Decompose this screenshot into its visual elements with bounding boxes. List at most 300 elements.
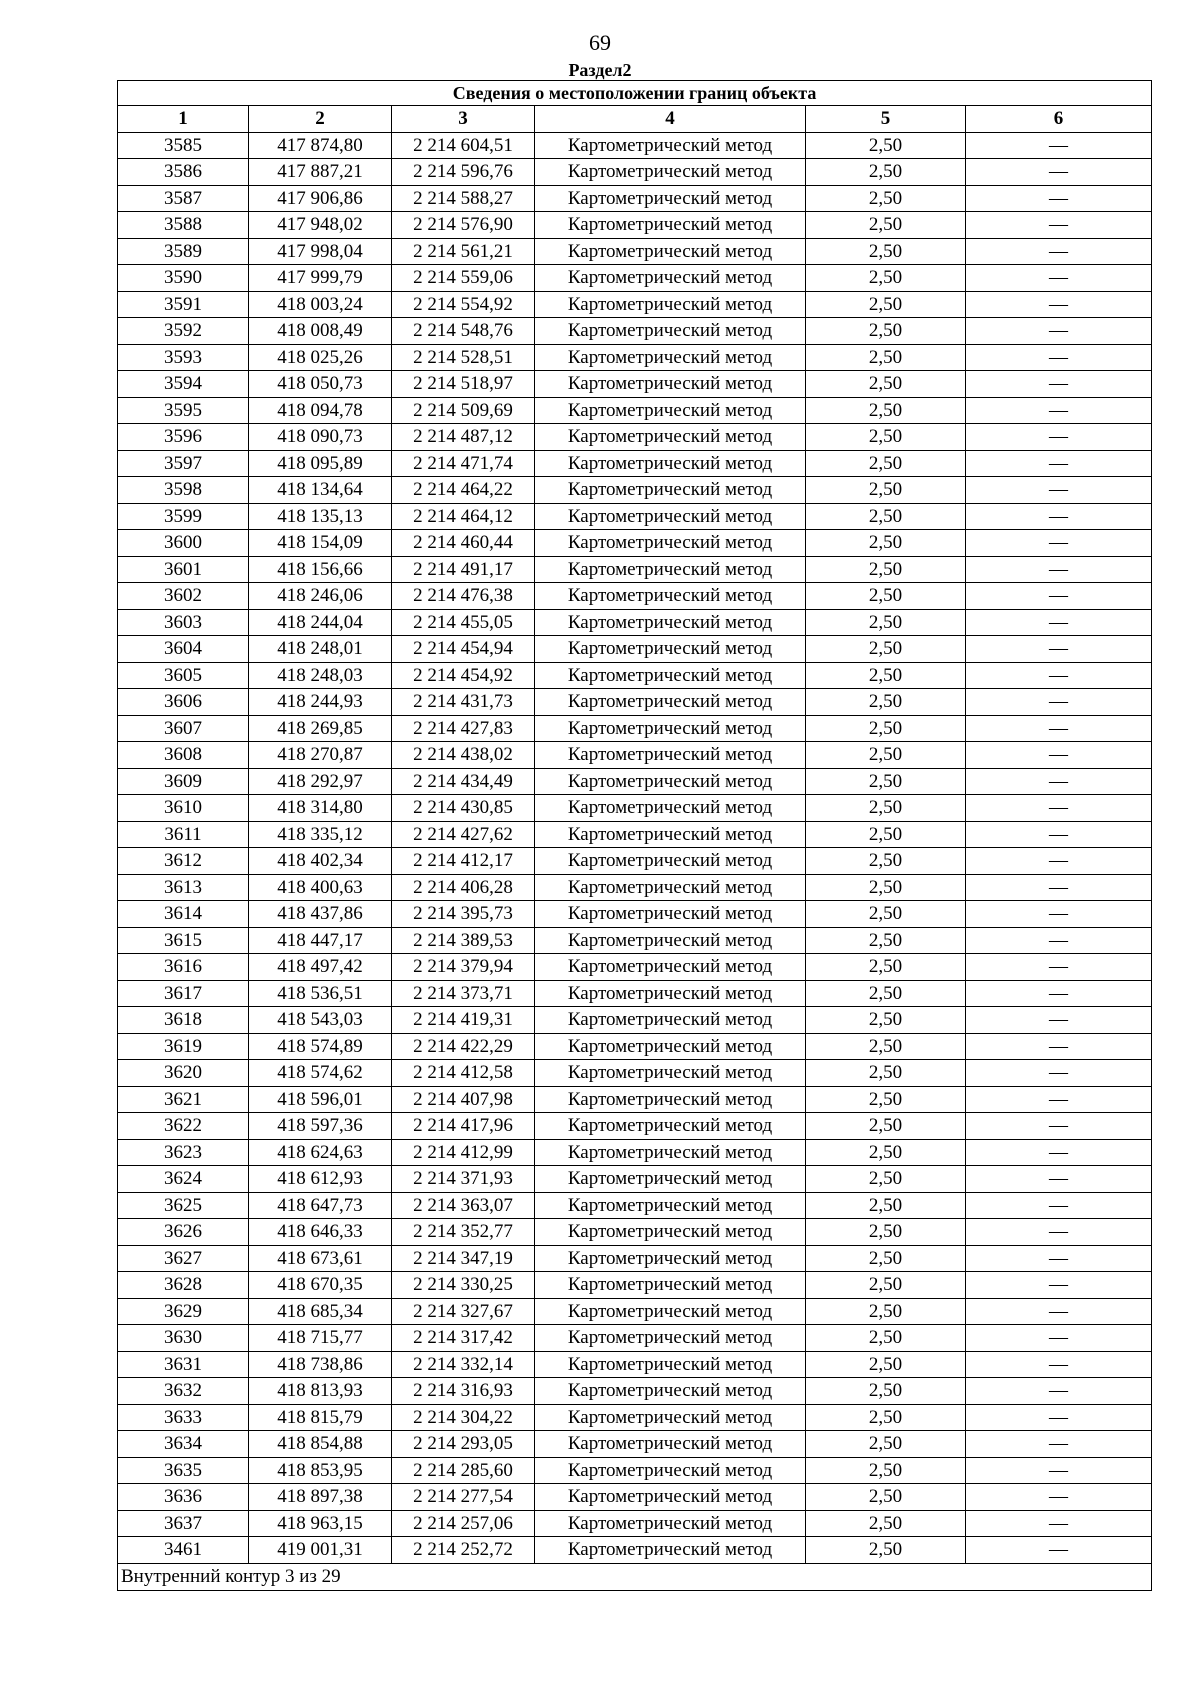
table-caption-row	[118, 81, 1152, 106]
description-cell: —	[966, 1113, 1152, 1140]
x-coordinate-cell: 418 248,03	[249, 662, 392, 689]
description-cell: —	[966, 1510, 1152, 1537]
y-coordinate-cell: 2 214 576,90	[392, 212, 535, 239]
method-cell: Картометрический метод	[535, 715, 806, 742]
method-cell: Картометрический метод	[535, 424, 806, 451]
y-coordinate-cell: 2 214 604,51	[392, 132, 535, 159]
table-row	[118, 848, 1152, 875]
y-coordinate-cell: 2 214 412,17	[392, 848, 535, 875]
x-coordinate-cell: 418 248,01	[249, 636, 392, 663]
x-coordinate-cell: 418 612,93	[249, 1166, 392, 1193]
x-coordinate-cell: 418 008,49	[249, 318, 392, 345]
y-coordinate-cell: 2 214 412,99	[392, 1139, 535, 1166]
table-row	[118, 265, 1152, 292]
description-cell: —	[966, 424, 1152, 451]
description-cell: —	[966, 1298, 1152, 1325]
description-cell: —	[966, 1166, 1152, 1193]
accuracy-cell: 2,50	[806, 1086, 966, 1113]
method-cell: Картометрический метод	[535, 662, 806, 689]
accuracy-cell: 2,50	[806, 821, 966, 848]
accuracy-cell: 2,50	[806, 980, 966, 1007]
description-cell: —	[966, 1537, 1152, 1564]
x-coordinate-cell: 418 897,38	[249, 1484, 392, 1511]
method-cell: Картометрический метод	[535, 1272, 806, 1299]
y-coordinate-cell: 2 214 379,94	[392, 954, 535, 981]
method-cell: Картометрический метод	[535, 768, 806, 795]
description-cell: —	[966, 397, 1152, 424]
accuracy-cell: 2,50	[806, 397, 966, 424]
method-cell: Картометрический метод	[535, 1007, 806, 1034]
y-coordinate-cell: 2 214 427,62	[392, 821, 535, 848]
table-row	[118, 980, 1152, 1007]
point-number-cell: 3608	[118, 742, 249, 769]
point-number-cell: 3630	[118, 1325, 249, 1352]
table-body	[118, 132, 1152, 1563]
point-number-cell: 3602	[118, 583, 249, 610]
point-number-cell: 3615	[118, 927, 249, 954]
method-cell: Картометрический метод	[535, 371, 806, 398]
description-cell: —	[966, 1245, 1152, 1272]
table-row	[118, 901, 1152, 928]
description-cell: —	[966, 1457, 1152, 1484]
accuracy-cell: 2,50	[806, 1325, 966, 1352]
x-coordinate-cell: 418 292,97	[249, 768, 392, 795]
method-cell: Картометрический метод	[535, 1537, 806, 1564]
point-number-cell: 3590	[118, 265, 249, 292]
method-cell: Картометрический метод	[535, 1245, 806, 1272]
method-cell: Картометрический метод	[535, 1484, 806, 1511]
table-row	[118, 1113, 1152, 1140]
x-coordinate-cell: 418 314,80	[249, 795, 392, 822]
point-number-cell: 3626	[118, 1219, 249, 1246]
x-coordinate-cell: 418 269,85	[249, 715, 392, 742]
accuracy-cell: 2,50	[806, 768, 966, 795]
method-cell: Картометрический метод	[535, 291, 806, 318]
table-row	[118, 768, 1152, 795]
accuracy-cell: 2,50	[806, 1007, 966, 1034]
y-coordinate-cell: 2 214 588,27	[392, 185, 535, 212]
description-cell: —	[966, 371, 1152, 398]
table-row	[118, 318, 1152, 345]
table-row	[118, 1537, 1152, 1564]
column-header-1: 1	[118, 106, 249, 133]
y-coordinate-cell: 2 214 561,21	[392, 238, 535, 265]
accuracy-cell: 2,50	[806, 795, 966, 822]
method-cell: Картометрический метод	[535, 609, 806, 636]
x-coordinate-cell: 418 135,13	[249, 503, 392, 530]
table-header-row	[118, 106, 1152, 133]
table-row	[118, 424, 1152, 451]
description-cell: —	[966, 1007, 1152, 1034]
description-cell: —	[966, 662, 1152, 689]
table-row	[118, 212, 1152, 239]
accuracy-cell: 2,50	[806, 1537, 966, 1564]
point-number-cell: 3594	[118, 371, 249, 398]
method-cell: Картометрический метод	[535, 1166, 806, 1193]
y-coordinate-cell: 2 214 332,14	[392, 1351, 535, 1378]
x-coordinate-cell: 418 596,01	[249, 1086, 392, 1113]
contour-footer: Внутренний контур 3 из 29	[118, 1563, 1152, 1590]
description-cell: —	[966, 530, 1152, 557]
column-header-2: 2	[249, 106, 392, 133]
table-row	[118, 556, 1152, 583]
point-number-cell: 3611	[118, 821, 249, 848]
accuracy-cell: 2,50	[806, 1139, 966, 1166]
point-number-cell: 3596	[118, 424, 249, 451]
x-coordinate-cell: 418 090,73	[249, 424, 392, 451]
x-coordinate-cell: 418 437,86	[249, 901, 392, 928]
y-coordinate-cell: 2 214 395,73	[392, 901, 535, 928]
y-coordinate-cell: 2 214 252,72	[392, 1537, 535, 1564]
x-coordinate-cell: 418 715,77	[249, 1325, 392, 1352]
accuracy-cell: 2,50	[806, 1510, 966, 1537]
x-coordinate-cell: 418 963,15	[249, 1510, 392, 1537]
method-cell: Картометрический метод	[535, 874, 806, 901]
table-row	[118, 1404, 1152, 1431]
description-cell: —	[966, 1404, 1152, 1431]
point-number-cell: 3631	[118, 1351, 249, 1378]
point-number-cell: 3636	[118, 1484, 249, 1511]
point-number-cell: 3618	[118, 1007, 249, 1034]
table-row	[118, 1325, 1152, 1352]
y-coordinate-cell: 2 214 373,71	[392, 980, 535, 1007]
point-number-cell: 3629	[118, 1298, 249, 1325]
x-coordinate-cell: 418 670,35	[249, 1272, 392, 1299]
description-cell: —	[966, 742, 1152, 769]
table-row	[118, 689, 1152, 716]
table-row	[118, 397, 1152, 424]
accuracy-cell: 2,50	[806, 132, 966, 159]
accuracy-cell: 2,50	[806, 1431, 966, 1458]
point-number-cell: 3609	[118, 768, 249, 795]
point-number-cell: 3588	[118, 212, 249, 239]
method-cell: Картометрический метод	[535, 1510, 806, 1537]
point-number-cell: 3633	[118, 1404, 249, 1431]
accuracy-cell: 2,50	[806, 662, 966, 689]
point-number-cell: 3619	[118, 1033, 249, 1060]
table-row	[118, 1086, 1152, 1113]
description-cell: —	[966, 185, 1152, 212]
y-coordinate-cell: 2 214 471,74	[392, 450, 535, 477]
y-coordinate-cell: 2 214 317,42	[392, 1325, 535, 1352]
method-cell: Картометрический метод	[535, 1192, 806, 1219]
table-row	[118, 344, 1152, 371]
table-row	[118, 742, 1152, 769]
point-number-cell: 3620	[118, 1060, 249, 1087]
description-cell: —	[966, 927, 1152, 954]
method-cell: Картометрический метод	[535, 1113, 806, 1140]
description-cell: —	[966, 159, 1152, 186]
method-cell: Картометрический метод	[535, 450, 806, 477]
point-number-cell: 3603	[118, 609, 249, 636]
point-number-cell: 3606	[118, 689, 249, 716]
x-coordinate-cell: 417 998,04	[249, 238, 392, 265]
description-cell: —	[966, 477, 1152, 504]
column-header-4: 4	[535, 106, 806, 133]
table-caption: Сведения о местоположении границ объекта	[118, 81, 1152, 106]
point-number-cell: 3612	[118, 848, 249, 875]
method-cell: Картометрический метод	[535, 689, 806, 716]
description-cell: —	[966, 636, 1152, 663]
table-row	[118, 503, 1152, 530]
table-row	[118, 927, 1152, 954]
accuracy-cell: 2,50	[806, 848, 966, 875]
method-cell: Картометрический метод	[535, 530, 806, 557]
table-row	[118, 450, 1152, 477]
y-coordinate-cell: 2 214 330,25	[392, 1272, 535, 1299]
method-cell: Картометрический метод	[535, 318, 806, 345]
method-cell: Картометрический метод	[535, 1086, 806, 1113]
table-row	[118, 1457, 1152, 1484]
method-cell: Картометрический метод	[535, 212, 806, 239]
x-coordinate-cell: 418 854,88	[249, 1431, 392, 1458]
column-header-6: 6	[966, 106, 1152, 133]
table-row	[118, 185, 1152, 212]
accuracy-cell: 2,50	[806, 927, 966, 954]
y-coordinate-cell: 2 214 454,94	[392, 636, 535, 663]
x-coordinate-cell: 418 094,78	[249, 397, 392, 424]
method-cell: Картометрический метод	[535, 980, 806, 1007]
y-coordinate-cell: 2 214 464,22	[392, 477, 535, 504]
table-row	[118, 1378, 1152, 1405]
table-row	[118, 795, 1152, 822]
table-row	[118, 477, 1152, 504]
method-cell: Картометрический метод	[535, 795, 806, 822]
accuracy-cell: 2,50	[806, 159, 966, 186]
method-cell: Картометрический метод	[535, 742, 806, 769]
x-coordinate-cell: 418 134,64	[249, 477, 392, 504]
point-number-cell: 3613	[118, 874, 249, 901]
method-cell: Картометрический метод	[535, 821, 806, 848]
description-cell: —	[966, 1139, 1152, 1166]
method-cell: Картометрический метод	[535, 344, 806, 371]
method-cell: Картометрический метод	[535, 927, 806, 954]
y-coordinate-cell: 2 214 487,12	[392, 424, 535, 451]
accuracy-cell: 2,50	[806, 1484, 966, 1511]
y-coordinate-cell: 2 214 528,51	[392, 344, 535, 371]
description-cell: —	[966, 901, 1152, 928]
accuracy-cell: 2,50	[806, 477, 966, 504]
point-number-cell: 3599	[118, 503, 249, 530]
description-cell: —	[966, 1060, 1152, 1087]
y-coordinate-cell: 2 214 476,38	[392, 583, 535, 610]
point-number-cell: 3627	[118, 1245, 249, 1272]
x-coordinate-cell: 418 497,42	[249, 954, 392, 981]
y-coordinate-cell: 2 214 430,85	[392, 795, 535, 822]
method-cell: Картометрический метод	[535, 1139, 806, 1166]
accuracy-cell: 2,50	[806, 371, 966, 398]
table-row	[118, 238, 1152, 265]
x-coordinate-cell: 418 003,24	[249, 291, 392, 318]
description-cell: —	[966, 344, 1152, 371]
point-number-cell: 3592	[118, 318, 249, 345]
point-number-cell: 3586	[118, 159, 249, 186]
point-number-cell: 3607	[118, 715, 249, 742]
description-cell: —	[966, 212, 1152, 239]
column-header-3: 3	[392, 106, 535, 133]
point-number-cell: 3604	[118, 636, 249, 663]
accuracy-cell: 2,50	[806, 1351, 966, 1378]
point-number-cell: 3637	[118, 1510, 249, 1537]
table-row	[118, 821, 1152, 848]
accuracy-cell: 2,50	[806, 901, 966, 928]
accuracy-cell: 2,50	[806, 1272, 966, 1299]
x-coordinate-cell: 417 948,02	[249, 212, 392, 239]
x-coordinate-cell: 418 447,17	[249, 927, 392, 954]
y-coordinate-cell: 2 214 455,05	[392, 609, 535, 636]
description-cell: —	[966, 238, 1152, 265]
y-coordinate-cell: 2 214 363,07	[392, 1192, 535, 1219]
point-number-cell: 3591	[118, 291, 249, 318]
description-cell: —	[966, 291, 1152, 318]
x-coordinate-cell: 418 335,12	[249, 821, 392, 848]
x-coordinate-cell: 418 050,73	[249, 371, 392, 398]
description-cell: —	[966, 954, 1152, 981]
table-row	[118, 1510, 1152, 1537]
y-coordinate-cell: 2 214 464,12	[392, 503, 535, 530]
description-cell: —	[966, 1272, 1152, 1299]
method-cell: Картометрический метод	[535, 238, 806, 265]
y-coordinate-cell: 2 214 438,02	[392, 742, 535, 769]
method-cell: Картометрический метод	[535, 1351, 806, 1378]
x-coordinate-cell: 417 887,21	[249, 159, 392, 186]
point-number-cell: 3622	[118, 1113, 249, 1140]
description-cell: —	[966, 1431, 1152, 1458]
y-coordinate-cell: 2 214 548,76	[392, 318, 535, 345]
method-cell: Картометрический метод	[535, 1298, 806, 1325]
method-cell: Картометрический метод	[535, 1378, 806, 1405]
method-cell: Картометрический метод	[535, 848, 806, 875]
table-row	[118, 1298, 1152, 1325]
y-coordinate-cell: 2 214 327,67	[392, 1298, 535, 1325]
description-cell: —	[966, 1219, 1152, 1246]
table-row	[118, 1033, 1152, 1060]
accuracy-cell: 2,50	[806, 318, 966, 345]
accuracy-cell: 2,50	[806, 583, 966, 610]
method-cell: Картометрический метод	[535, 1033, 806, 1060]
description-cell: —	[966, 848, 1152, 875]
method-cell: Картометрический метод	[535, 1325, 806, 1352]
x-coordinate-cell: 418 154,09	[249, 530, 392, 557]
x-coordinate-cell: 418 402,34	[249, 848, 392, 875]
point-number-cell: 3605	[118, 662, 249, 689]
x-coordinate-cell: 418 624,63	[249, 1139, 392, 1166]
x-coordinate-cell: 417 906,86	[249, 185, 392, 212]
point-number-cell: 3617	[118, 980, 249, 1007]
table-row	[118, 1060, 1152, 1087]
point-number-cell: 3610	[118, 795, 249, 822]
y-coordinate-cell: 2 214 293,05	[392, 1431, 535, 1458]
x-coordinate-cell: 418 270,87	[249, 742, 392, 769]
method-cell: Картометрический метод	[535, 1404, 806, 1431]
accuracy-cell: 2,50	[806, 556, 966, 583]
table-row	[118, 132, 1152, 159]
description-cell: —	[966, 609, 1152, 636]
method-cell: Картометрический метод	[535, 1431, 806, 1458]
y-coordinate-cell: 2 214 304,22	[392, 1404, 535, 1431]
x-coordinate-cell: 419 001,31	[249, 1537, 392, 1564]
description-cell: —	[966, 715, 1152, 742]
description-cell: —	[966, 450, 1152, 477]
accuracy-cell: 2,50	[806, 238, 966, 265]
method-cell: Картометрический метод	[535, 503, 806, 530]
accuracy-cell: 2,50	[806, 212, 966, 239]
accuracy-cell: 2,50	[806, 1378, 966, 1405]
y-coordinate-cell: 2 214 347,19	[392, 1245, 535, 1272]
table-row	[118, 874, 1152, 901]
point-number-cell: 3589	[118, 238, 249, 265]
accuracy-cell: 2,50	[806, 1166, 966, 1193]
point-number-cell: 3585	[118, 132, 249, 159]
y-coordinate-cell: 2 214 407,98	[392, 1086, 535, 1113]
description-cell: —	[966, 1484, 1152, 1511]
table-row	[118, 530, 1152, 557]
accuracy-cell: 2,50	[806, 344, 966, 371]
method-cell: Картометрический метод	[535, 556, 806, 583]
accuracy-cell: 2,50	[806, 1298, 966, 1325]
description-cell: —	[966, 1325, 1152, 1352]
y-coordinate-cell: 2 214 277,54	[392, 1484, 535, 1511]
point-number-cell: 3632	[118, 1378, 249, 1405]
y-coordinate-cell: 2 214 427,83	[392, 715, 535, 742]
point-number-cell: 3614	[118, 901, 249, 928]
method-cell: Картометрический метод	[535, 397, 806, 424]
y-coordinate-cell: 2 214 285,60	[392, 1457, 535, 1484]
table-row	[118, 636, 1152, 663]
y-coordinate-cell: 2 214 431,73	[392, 689, 535, 716]
description-cell: —	[966, 795, 1152, 822]
description-cell: —	[966, 1086, 1152, 1113]
accuracy-cell: 2,50	[806, 503, 966, 530]
accuracy-cell: 2,50	[806, 291, 966, 318]
y-coordinate-cell: 2 214 422,29	[392, 1033, 535, 1060]
boundary-coordinates-table	[117, 80, 1152, 1591]
table-row	[118, 583, 1152, 610]
point-number-cell: 3461	[118, 1537, 249, 1564]
y-coordinate-cell: 2 214 417,96	[392, 1113, 535, 1140]
x-coordinate-cell: 418 685,34	[249, 1298, 392, 1325]
accuracy-cell: 2,50	[806, 742, 966, 769]
point-number-cell: 3587	[118, 185, 249, 212]
method-cell: Картометрический метод	[535, 1457, 806, 1484]
description-cell: —	[966, 821, 1152, 848]
point-number-cell: 3601	[118, 556, 249, 583]
accuracy-cell: 2,50	[806, 530, 966, 557]
description-cell: —	[966, 980, 1152, 1007]
y-coordinate-cell: 2 214 257,06	[392, 1510, 535, 1537]
x-coordinate-cell: 417 999,79	[249, 265, 392, 292]
y-coordinate-cell: 2 214 454,92	[392, 662, 535, 689]
table-row	[118, 1219, 1152, 1246]
x-coordinate-cell: 418 647,73	[249, 1192, 392, 1219]
description-cell: —	[966, 1192, 1152, 1219]
method-cell: Картометрический метод	[535, 265, 806, 292]
description-cell: —	[966, 583, 1152, 610]
x-coordinate-cell: 418 025,26	[249, 344, 392, 371]
column-header-5: 5	[806, 106, 966, 133]
y-coordinate-cell: 2 214 371,93	[392, 1166, 535, 1193]
accuracy-cell: 2,50	[806, 874, 966, 901]
table-row	[118, 715, 1152, 742]
accuracy-cell: 2,50	[806, 1404, 966, 1431]
x-coordinate-cell: 418 853,95	[249, 1457, 392, 1484]
description-cell: —	[966, 556, 1152, 583]
method-cell: Картометрический метод	[535, 185, 806, 212]
accuracy-cell: 2,50	[806, 636, 966, 663]
section-title: Раздел2	[568, 60, 632, 80]
y-coordinate-cell: 2 214 518,97	[392, 371, 535, 398]
x-coordinate-cell: 417 874,80	[249, 132, 392, 159]
